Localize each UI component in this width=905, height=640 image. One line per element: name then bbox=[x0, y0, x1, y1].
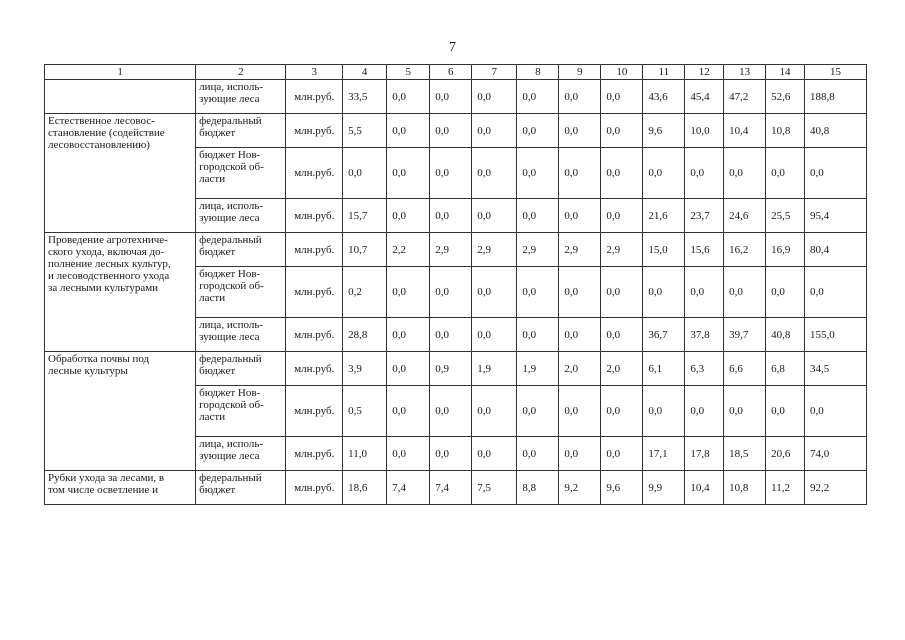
column-header: 6 bbox=[430, 65, 472, 80]
activity-name: Естественное лесовос- становление (содействие лесовосстановлению) bbox=[45, 114, 196, 233]
value-cell: 0,0 bbox=[517, 267, 559, 318]
value-cell: 2,2 bbox=[387, 233, 430, 267]
unit-cell: млн.руб. bbox=[286, 437, 343, 471]
value-cell: 0,0 bbox=[517, 386, 559, 437]
value-cell: 0,0 bbox=[387, 386, 430, 437]
value-cell: 2,9 bbox=[601, 233, 643, 267]
value-cell: 0,0 bbox=[559, 267, 601, 318]
value-cell: 0,0 bbox=[643, 386, 685, 437]
value-cell: 10,8 bbox=[766, 114, 805, 148]
value-cell: 20,6 bbox=[766, 437, 805, 471]
value-cell: 0,0 bbox=[601, 199, 643, 233]
value-cell: 5,5 bbox=[343, 114, 387, 148]
value-cell: 2,0 bbox=[601, 352, 643, 386]
value-cell: 0,0 bbox=[804, 386, 866, 437]
value-cell: 25,5 bbox=[766, 199, 805, 233]
table-row bbox=[45, 352, 867, 386]
unit-cell: млн.руб. bbox=[286, 80, 343, 114]
value-cell: 0,0 bbox=[472, 437, 517, 471]
value-cell: 18,6 bbox=[343, 471, 387, 505]
column-header: 2 bbox=[196, 65, 286, 80]
table-row bbox=[45, 233, 867, 267]
value-cell: 16,9 bbox=[766, 233, 805, 267]
value-cell: 2,9 bbox=[430, 233, 472, 267]
value-cell: 0,0 bbox=[387, 80, 430, 114]
value-cell: 0,2 bbox=[343, 267, 387, 318]
funding-source: федеральный бюджет bbox=[196, 233, 286, 267]
funding-source: лица, исполь- зующие леса bbox=[196, 437, 286, 471]
value-cell: 1,9 bbox=[472, 352, 517, 386]
column-header: 5 bbox=[387, 65, 430, 80]
value-cell: 0,0 bbox=[387, 352, 430, 386]
value-cell: 37,8 bbox=[685, 318, 724, 352]
value-cell: 80,4 bbox=[804, 233, 866, 267]
funding-source: федеральный бюджет bbox=[196, 114, 286, 148]
unit-cell: млн.руб. bbox=[286, 148, 343, 199]
value-cell: 0,0 bbox=[472, 386, 517, 437]
value-cell: 7,4 bbox=[387, 471, 430, 505]
value-cell: 0,0 bbox=[430, 437, 472, 471]
value-cell: 0,0 bbox=[601, 437, 643, 471]
value-cell: 0,0 bbox=[472, 80, 517, 114]
value-cell: 0,0 bbox=[559, 437, 601, 471]
value-cell: 0,0 bbox=[387, 199, 430, 233]
value-cell: 0,0 bbox=[517, 114, 559, 148]
value-cell: 39,7 bbox=[724, 318, 766, 352]
value-cell: 0,0 bbox=[387, 267, 430, 318]
value-cell: 0,5 bbox=[343, 386, 387, 437]
value-cell: 0,9 bbox=[430, 352, 472, 386]
column-header: 12 bbox=[685, 65, 724, 80]
value-cell: 2,9 bbox=[472, 233, 517, 267]
value-cell: 7,4 bbox=[430, 471, 472, 505]
value-cell: 8,8 bbox=[517, 471, 559, 505]
value-cell: 10,4 bbox=[724, 114, 766, 148]
value-cell: 9,9 bbox=[643, 471, 685, 505]
value-cell: 0,0 bbox=[430, 267, 472, 318]
value-cell: 0,0 bbox=[601, 267, 643, 318]
value-cell: 0,0 bbox=[387, 148, 430, 199]
value-cell: 0,0 bbox=[643, 267, 685, 318]
value-cell: 0,0 bbox=[472, 148, 517, 199]
column-header: 14 bbox=[766, 65, 805, 80]
unit-cell: млн.руб. bbox=[286, 114, 343, 148]
value-cell: 0,0 bbox=[724, 386, 766, 437]
budget-table bbox=[44, 64, 867, 505]
value-cell: 36,7 bbox=[643, 318, 685, 352]
value-cell: 0,0 bbox=[766, 148, 805, 199]
value-cell: 0,0 bbox=[559, 114, 601, 148]
value-cell: 0,0 bbox=[804, 267, 866, 318]
value-cell: 0,0 bbox=[685, 148, 724, 199]
column-header: 8 bbox=[517, 65, 559, 80]
value-cell: 10,4 bbox=[685, 471, 724, 505]
column-header: 3 bbox=[286, 65, 343, 80]
value-cell: 40,8 bbox=[804, 114, 866, 148]
value-cell: 74,0 bbox=[804, 437, 866, 471]
value-cell: 52,6 bbox=[766, 80, 805, 114]
value-cell: 6,6 bbox=[724, 352, 766, 386]
value-cell: 0,0 bbox=[472, 114, 517, 148]
value-cell: 24,6 bbox=[724, 199, 766, 233]
value-cell: 43,6 bbox=[643, 80, 685, 114]
value-cell: 9,6 bbox=[643, 114, 685, 148]
value-cell: 0,0 bbox=[430, 199, 472, 233]
value-cell: 11,2 bbox=[766, 471, 805, 505]
value-cell: 0,0 bbox=[517, 199, 559, 233]
value-cell: 0,0 bbox=[430, 80, 472, 114]
value-cell: 0,0 bbox=[601, 318, 643, 352]
value-cell: 16,2 bbox=[724, 233, 766, 267]
unit-cell: млн.руб. bbox=[286, 233, 343, 267]
funding-source: федеральный бюджет bbox=[196, 352, 286, 386]
value-cell: 21,6 bbox=[643, 199, 685, 233]
value-cell: 45,4 bbox=[685, 80, 724, 114]
value-cell: 6,3 bbox=[685, 352, 724, 386]
column-header: 9 bbox=[559, 65, 601, 80]
unit-cell: млн.руб. bbox=[286, 471, 343, 505]
value-cell: 0,0 bbox=[724, 267, 766, 318]
value-cell: 10,8 bbox=[724, 471, 766, 505]
value-cell: 0,0 bbox=[472, 199, 517, 233]
value-cell: 6,1 bbox=[643, 352, 685, 386]
value-cell: 10,0 bbox=[685, 114, 724, 148]
funding-source: бюджет Нов- городской об- ласти bbox=[196, 148, 286, 199]
value-cell: 0,0 bbox=[559, 318, 601, 352]
header-row bbox=[45, 65, 867, 80]
value-cell: 0,0 bbox=[559, 199, 601, 233]
funding-source: федеральный бюджет bbox=[196, 471, 286, 505]
value-cell: 0,0 bbox=[559, 148, 601, 199]
value-cell: 9,2 bbox=[559, 471, 601, 505]
value-cell: 0,0 bbox=[430, 386, 472, 437]
activity-name: Проведение агротехниче- ского ухода, включая до- полнение лесных культур, и лесоводственного ухода за лесными культурами bbox=[45, 233, 196, 352]
table-row bbox=[45, 471, 867, 505]
value-cell: 0,0 bbox=[343, 148, 387, 199]
value-cell: 34,5 bbox=[804, 352, 866, 386]
value-cell: 0,0 bbox=[387, 318, 430, 352]
value-cell: 0,0 bbox=[430, 148, 472, 199]
activity-name bbox=[45, 80, 196, 114]
value-cell: 0,0 bbox=[601, 386, 643, 437]
value-cell: 10,7 bbox=[343, 233, 387, 267]
value-cell: 18,5 bbox=[724, 437, 766, 471]
table-row bbox=[45, 114, 867, 148]
value-cell: 0,0 bbox=[472, 318, 517, 352]
value-cell: 15,6 bbox=[685, 233, 724, 267]
value-cell: 188,8 bbox=[804, 80, 866, 114]
unit-cell: млн.руб. bbox=[286, 199, 343, 233]
value-cell: 15,7 bbox=[343, 199, 387, 233]
unit-cell: млн.руб. bbox=[286, 352, 343, 386]
table-row bbox=[45, 80, 867, 114]
value-cell: 33,5 bbox=[343, 80, 387, 114]
funding-source: лица, исполь- зующие леса bbox=[196, 199, 286, 233]
value-cell: 0,0 bbox=[685, 386, 724, 437]
column-header: 13 bbox=[724, 65, 766, 80]
value-cell: 0,0 bbox=[559, 80, 601, 114]
unit-cell: млн.руб. bbox=[286, 267, 343, 318]
value-cell: 155,0 bbox=[804, 318, 866, 352]
value-cell: 17,1 bbox=[643, 437, 685, 471]
value-cell: 6,8 bbox=[766, 352, 805, 386]
value-cell: 2,0 bbox=[559, 352, 601, 386]
value-cell: 0,0 bbox=[601, 80, 643, 114]
column-header: 15 bbox=[804, 65, 866, 80]
value-cell: 0,0 bbox=[387, 114, 430, 148]
value-cell: 0,0 bbox=[766, 386, 805, 437]
unit-cell: млн.руб. bbox=[286, 386, 343, 437]
column-header: 10 bbox=[601, 65, 643, 80]
value-cell: 0,0 bbox=[685, 267, 724, 318]
value-cell: 28,8 bbox=[343, 318, 387, 352]
value-cell: 0,0 bbox=[430, 114, 472, 148]
value-cell: 0,0 bbox=[766, 267, 805, 318]
value-cell: 23,7 bbox=[685, 199, 724, 233]
value-cell: 0,0 bbox=[387, 437, 430, 471]
value-cell: 0,0 bbox=[517, 437, 559, 471]
value-cell: 0,0 bbox=[601, 114, 643, 148]
funding-source: бюджет Нов- городской об- ласти bbox=[196, 386, 286, 437]
column-header: 4 bbox=[343, 65, 387, 80]
value-cell: 17,8 bbox=[685, 437, 724, 471]
value-cell: 0,0 bbox=[517, 80, 559, 114]
value-cell: 0,0 bbox=[724, 148, 766, 199]
value-cell: 2,9 bbox=[559, 233, 601, 267]
value-cell: 0,0 bbox=[804, 148, 866, 199]
page-number: 7 bbox=[449, 40, 456, 55]
value-cell: 0,0 bbox=[517, 148, 559, 199]
value-cell: 0,0 bbox=[601, 148, 643, 199]
value-cell: 0,0 bbox=[643, 148, 685, 199]
value-cell: 0,0 bbox=[517, 318, 559, 352]
value-cell: 9,6 bbox=[601, 471, 643, 505]
value-cell: 0,0 bbox=[430, 318, 472, 352]
unit-cell: млн.руб. bbox=[286, 318, 343, 352]
value-cell: 0,0 bbox=[559, 386, 601, 437]
column-header: 1 bbox=[45, 65, 196, 80]
value-cell: 7,5 bbox=[472, 471, 517, 505]
value-cell: 2,9 bbox=[517, 233, 559, 267]
activity-name: Обработка почвы под лесные культуры bbox=[45, 352, 196, 471]
value-cell: 92,2 bbox=[804, 471, 866, 505]
activity-name: Рубки ухода за лесами, в том числе осветление и bbox=[45, 471, 196, 505]
value-cell: 15,0 bbox=[643, 233, 685, 267]
value-cell: 47,2 bbox=[724, 80, 766, 114]
value-cell: 40,8 bbox=[766, 318, 805, 352]
value-cell: 11,0 bbox=[343, 437, 387, 471]
value-cell: 95,4 bbox=[804, 199, 866, 233]
funding-source: лица, исполь- зующие леса bbox=[196, 318, 286, 352]
value-cell: 0,0 bbox=[472, 267, 517, 318]
funding-source: лица, исполь- зующие леса bbox=[196, 80, 286, 114]
value-cell: 1,9 bbox=[517, 352, 559, 386]
value-cell: 3,9 bbox=[343, 352, 387, 386]
column-header: 7 bbox=[472, 65, 517, 80]
column-header: 11 bbox=[643, 65, 685, 80]
funding-source: бюджет Нов- городской об- ласти bbox=[196, 267, 286, 318]
